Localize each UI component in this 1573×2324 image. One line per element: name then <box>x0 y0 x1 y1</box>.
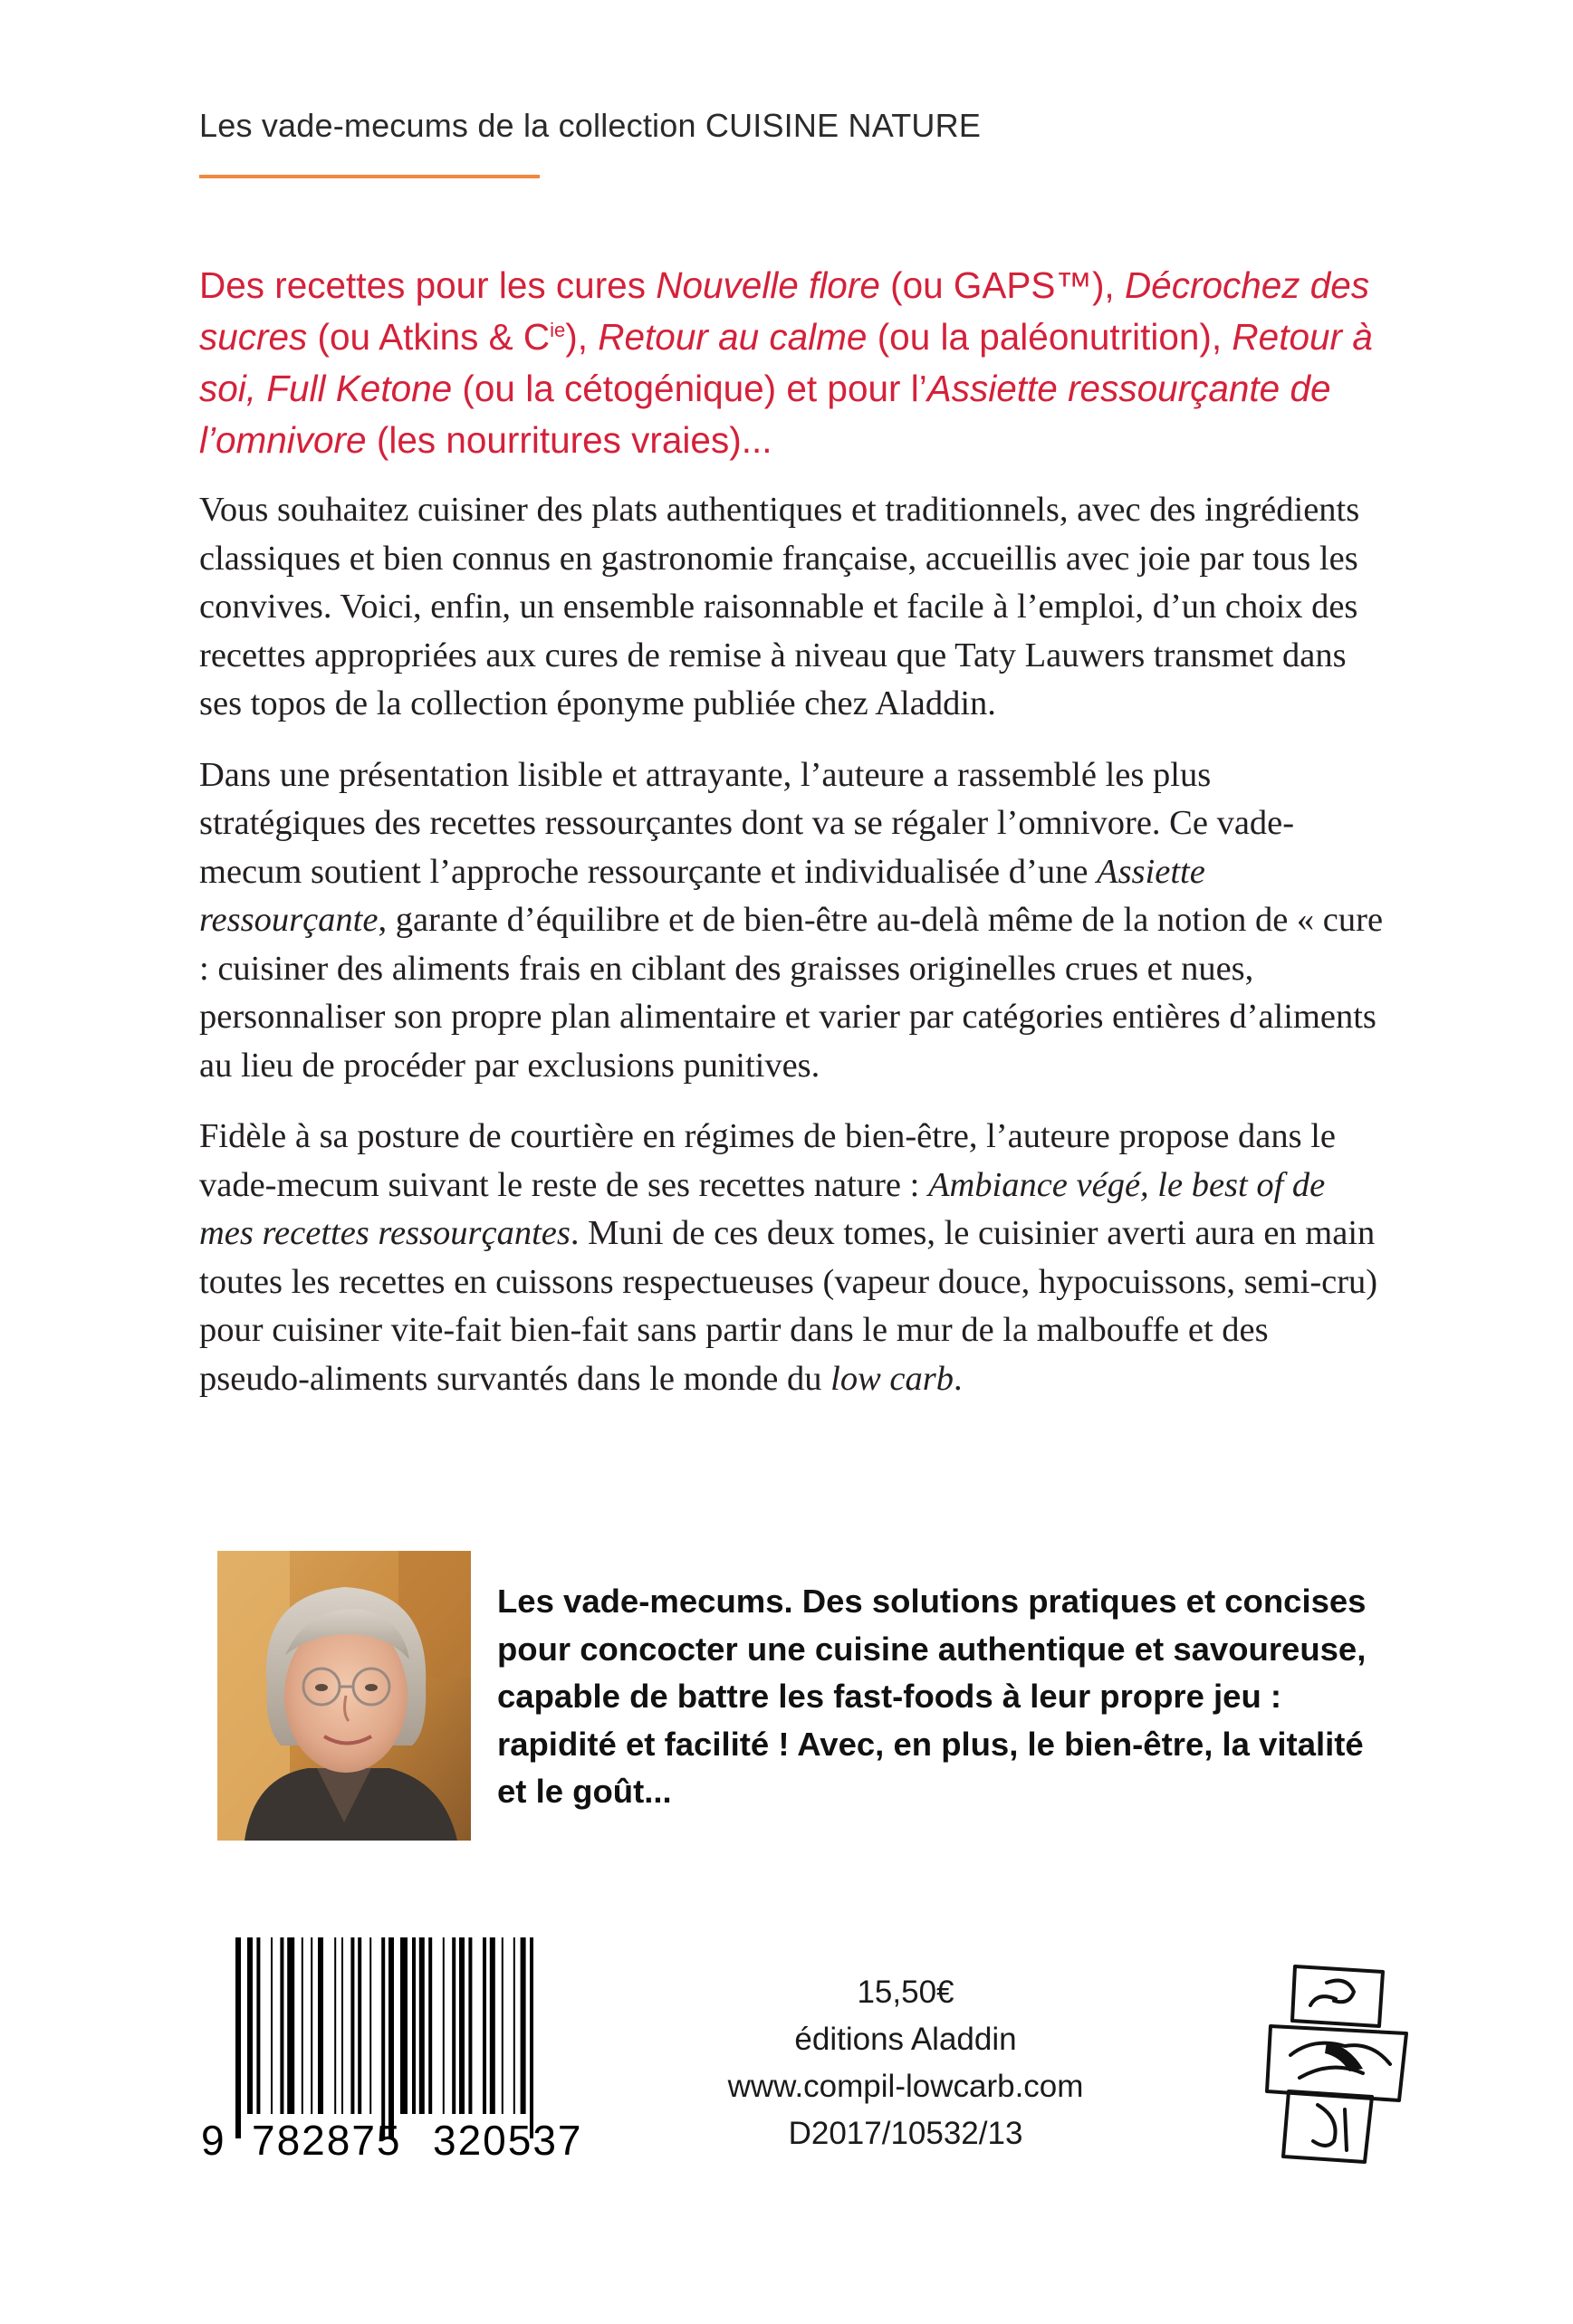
barcode-bar <box>358 1937 361 2114</box>
paragraph-3 <box>199 1113 1386 1403</box>
publisher-logo <box>1263 1956 1413 2168</box>
barcode-bar <box>483 1937 486 2114</box>
intro-italic-title: Décrochez des sucres <box>199 264 1370 358</box>
barcode-bar <box>443 1937 445 2114</box>
intro-superscript: ie <box>550 319 566 341</box>
publisher-name: éditions Aladdin <box>794 2022 1017 2057</box>
barcode-left-digits: 782875 <box>252 2117 402 2164</box>
barcode-bar <box>419 1937 425 2114</box>
barcode-bar <box>287 1937 294 2114</box>
intro-text: (ou GAPS™), <box>879 264 1125 306</box>
barcode-bar <box>318 1937 323 2114</box>
paragraph-text: Dans une présentation lisible et attrayante, l’auteure a rassemblé les plus stratégiques des recettes ressourçantes dont va se régaler l’omnivore. Ce vade-mecum soutient l’approche ressourçante et individualisée d’une <box>199 755 1295 891</box>
intro-text: (ou la cétogénique) et pour l’ <box>452 368 927 409</box>
isbn-barcode <box>199 1937 625 2164</box>
paragraph-text: . Muni de ces deux tomes, le cuisinier averti aura en main toutes les recettes en cuissons respectueuses (vapeur douce, hypocuissons, semi-cru) pour cuisiner vite-fait bien-fait sans partir dans le mur de la malbouffe et des pseudo-aliments survantés dans le monde du <box>199 1214 1378 1398</box>
barcode-bar <box>256 1937 260 2114</box>
barcode-bar <box>369 1937 371 2114</box>
intro-text: (ou Atkins & C <box>307 316 551 358</box>
intro-text: (ou la paléonutrition), <box>867 316 1233 358</box>
legal-deposit-number: D2017/10532/13 <box>788 2116 1023 2151</box>
barcode-image <box>199 1937 625 2164</box>
barcode-bar <box>490 1937 495 2114</box>
intro-italic-title: Retour au calme <box>598 316 868 358</box>
author-portrait-image <box>217 1551 471 1841</box>
series-pitch: Les vade-mecums. Des solutions pratiques et concises pour concocter une cuisine authentique et savoureuse, capable de battre les fast-foods à leur propre jeu : rapidité et facilité ! Avec, en plus, le bien-être, la vitalité et le goût... <box>497 1583 1367 1810</box>
series-title: Les vade-mecums de la collection CUISINE NATURE <box>199 107 982 144</box>
italic-title: Ambiance végé, le best of de mes recettes ressourçantes <box>199 1165 1326 1252</box>
barcode-bar <box>502 1937 504 2114</box>
price: 15,50€ <box>857 1975 954 2010</box>
publisher-logo-icon <box>1263 1956 1413 2168</box>
barcode-bar <box>530 1937 533 2138</box>
intro-blurb <box>199 260 1395 466</box>
paragraph-text: . <box>953 1359 963 1398</box>
barcode-right-digits: 320537 <box>433 2117 583 2164</box>
barcode-bar <box>468 1937 472 2114</box>
barcode-bar <box>311 1937 312 2114</box>
website-link[interactable]: www.compil-lowcarb.com <box>727 2069 1084 2104</box>
italic-term: low carb <box>830 1359 954 1398</box>
intro-italic-title: Nouvelle flore <box>656 264 880 306</box>
intro-text: Des recettes pour les cures <box>199 264 657 306</box>
barcode-bar <box>334 1937 336 2114</box>
barcode-bar <box>513 1937 515 2114</box>
barcode-bar <box>388 1937 394 2138</box>
author-photo <box>217 1551 471 1841</box>
barcode-bar <box>235 1937 241 2138</box>
italic-title: Assiette ressourçante <box>199 852 1205 939</box>
intro-italic-title: Assiette ressourçante de l’omnivore <box>199 368 1331 461</box>
barcode-bar <box>452 1937 456 2114</box>
barcode-bar <box>521 1937 526 2114</box>
barcode-bar <box>459 1937 465 2114</box>
intro-text: (les nourritures vraies)... <box>366 419 772 461</box>
barcode-bar <box>350 1937 354 2114</box>
barcode-bar <box>412 1937 416 2114</box>
header-divider <box>199 175 540 178</box>
paragraph-text: Fidèle à sa posture de courtière en régimes de bien-être, l’auteure propose dans le vade-mecum suivant le reste de ses recettes nature : <box>199 1117 1337 1204</box>
barcode-bar <box>428 1937 432 2114</box>
barcode-bar <box>381 1937 385 2138</box>
barcode-bar <box>302 1937 303 2114</box>
paragraph-text: , garante d’équilibre et de bien-être au-delà même de la notion de « cure : cuisiner des aliments frais en ciblant des graisses originelles crues et nues, personnaliser son propre plan alimentaire et varier par catégories entières d’aliments au lieu de procéder par exclusions punitives. <box>199 901 1384 1085</box>
paragraph-1: Vous souhaitez cuisiner des plats authentiques et traditionnels, avec des ingrédients classiques et bien connus en gastronomie française, accueillis avec joie par tous les convives. Voici, enfin, un ensemble raisonnable et facile à l’emploi, d’un choix des recettes appropriées aux cures de remise à niveau que Taty Lauwers transmet dans ses topos de la collection éponyme publiée chez Aladdin. <box>199 491 1360 722</box>
paragraph-2 <box>199 751 1386 1091</box>
barcode-bar <box>400 1937 408 2114</box>
barcode-bar <box>280 1937 283 2114</box>
barcode-first-digit: 9 <box>201 2117 225 2164</box>
barcode-bar <box>247 1937 253 2114</box>
barcode-bar <box>271 1937 273 2114</box>
back-cover-description <box>199 486 1386 1426</box>
publisher-imprint <box>706 1969 1105 2157</box>
intro-text: ), <box>565 316 599 358</box>
intro-italic-title: Retour à soi, Full Ketone <box>199 316 1373 409</box>
barcode-bar <box>341 1937 343 2114</box>
